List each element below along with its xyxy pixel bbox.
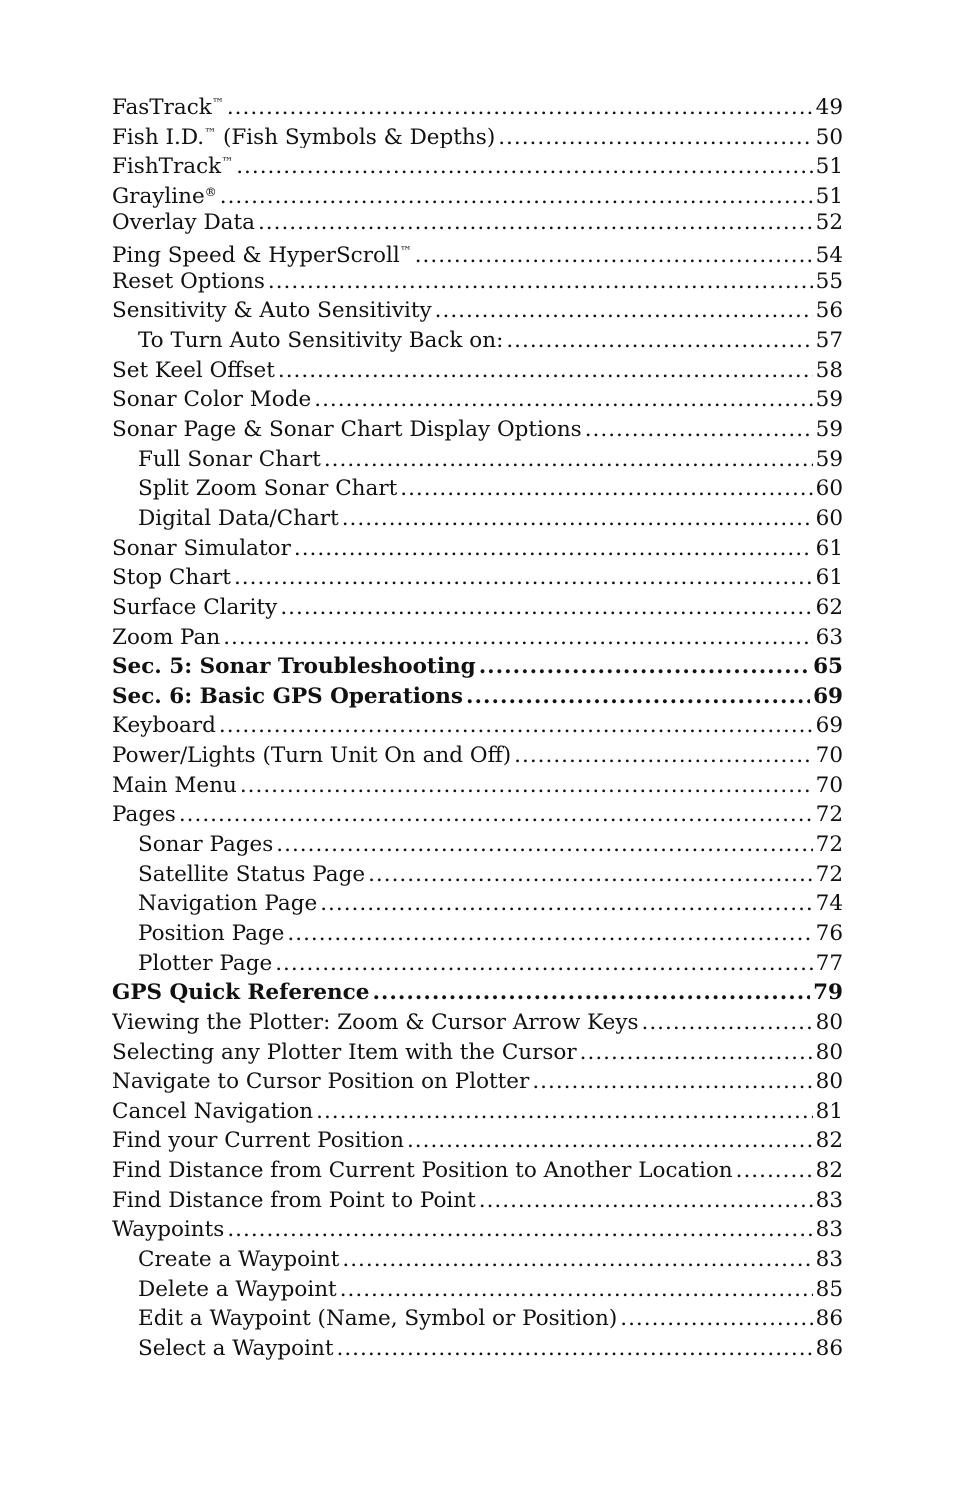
toc-entry-page-number: 51: [815, 154, 843, 178]
toc-entry[interactable]: [112, 1186, 843, 1216]
toc-entry-title: Create a Waypoint: [138, 1246, 340, 1272]
toc-entry-page-number: 65: [813, 654, 843, 680]
toc-entry-page-number: 83: [815, 1217, 843, 1243]
toc-entry-page-number: 70: [815, 743, 843, 769]
toc-entry[interactable]: [112, 711, 843, 741]
toc-dot-leader: [466, 682, 810, 712]
toc-entry-title: Edit a Waypoint (Name, Symbol or Position): [138, 1306, 618, 1332]
toc-entry[interactable]: [112, 445, 843, 475]
toc-entry-title: Full Sonar Chart: [138, 446, 321, 472]
toc-entry[interactable]: [112, 978, 843, 1008]
toc-entry-title: Waypoints: [112, 1217, 225, 1243]
toc-entry[interactable]: [112, 1156, 843, 1186]
toc-dot-leader: [275, 949, 812, 979]
toc-entry-title: Zoom Pan: [112, 624, 221, 650]
toc-entry-page-number: 55: [815, 268, 843, 294]
toc-entry-page-number: 86: [815, 1335, 843, 1361]
toc-entry-title: Sonar Page & Sonar Chart Display Options: [112, 417, 582, 443]
toc-dot-leader: [400, 474, 812, 504]
toc-dot-leader: [336, 1334, 812, 1364]
toc-dot-leader: [620, 1304, 812, 1334]
toc-entry-page-number: 83: [815, 1246, 843, 1272]
toc-entry-title: Cancel Navigation: [112, 1098, 314, 1124]
toc-dot-leader: [236, 152, 812, 178]
toc-entry-page-number: 80: [815, 1039, 843, 1065]
toc-entry-page-number: 62: [815, 594, 843, 620]
toc-entry[interactable]: [112, 208, 843, 238]
toc-entry-title: Sensitivity & Auto Sensitivity: [112, 298, 432, 324]
toc-entry[interactable]: [112, 830, 843, 860]
toc-entry-page-number: 49: [815, 95, 843, 119]
toc-entry-title: Pages: [112, 802, 176, 828]
toc-entry-title: Plotter Page: [138, 950, 273, 976]
toc-entry[interactable]: [112, 1275, 843, 1305]
toc-entry[interactable]: [112, 623, 843, 653]
toc-entry[interactable]: [112, 148, 843, 178]
toc-entry-title: FasTrack™: [112, 95, 224, 119]
toc-entry[interactable]: [112, 860, 843, 890]
table-of-contents: [112, 89, 843, 1364]
toc-entry[interactable]: [112, 178, 843, 208]
toc-dot-leader: [240, 771, 813, 801]
toc-entry-title: Selecting any Plotter Item with the Cursor: [112, 1039, 577, 1065]
toc-entry-page-number: 61: [815, 565, 843, 591]
toc-entry-title: Surface Clarity: [112, 594, 278, 620]
toc-entry-title: Sec. 5: Sonar Troubleshooting: [112, 654, 476, 680]
toc-entry[interactable]: [112, 237, 843, 267]
toc-entry-title: Overlay Data: [112, 209, 255, 235]
toc-dot-leader: [479, 1186, 813, 1216]
toc-entry[interactable]: [112, 919, 843, 949]
toc-entry[interactable]: [112, 1067, 843, 1097]
toc-entry[interactable]: [112, 1126, 843, 1156]
toc-entry[interactable]: [112, 1245, 843, 1275]
toc-entry-page-number: 72: [815, 832, 843, 858]
toc-entry[interactable]: [112, 1008, 843, 1038]
toc-entry-title: Sonar Pages: [138, 832, 274, 858]
toc-entry[interactable]: [112, 474, 843, 504]
toc-entry-title: Main Menu: [112, 772, 237, 798]
toc-dot-leader: [320, 889, 812, 919]
toc-entry[interactable]: [112, 385, 843, 415]
toc-entry-title: GPS Quick Reference: [112, 980, 370, 1006]
toc-dot-leader: [498, 123, 812, 149]
toc-entry-title: Navigation Page: [138, 891, 318, 917]
toc-dot-leader: [179, 800, 813, 830]
toc-entry-page-number: 83: [815, 1187, 843, 1213]
toc-entry-page-number: 72: [815, 802, 843, 828]
toc-dot-leader: [736, 1156, 813, 1186]
toc-dot-leader: [276, 830, 812, 860]
toc-entry-page-number: 57: [815, 328, 843, 354]
toc-entry-page-number: 59: [815, 446, 843, 472]
toc-dot-leader: [340, 1275, 813, 1305]
toc-entry[interactable]: [112, 949, 843, 979]
toc-entry-title: Stop Chart: [112, 565, 231, 591]
toc-entry[interactable]: [112, 504, 843, 534]
toc-entry-title: Ping Speed & HyperScroll™: [112, 243, 412, 267]
toc-entry[interactable]: [112, 741, 843, 771]
toc-entry-page-number: 59: [815, 387, 843, 413]
toc-entry-page-number: 72: [815, 861, 843, 887]
toc-entry-page-number: 85: [815, 1276, 843, 1302]
toc-dot-leader: [314, 385, 812, 415]
toc-entry[interactable]: [112, 415, 843, 445]
toc-entry-title: Find Distance from Current Position to Another Location: [112, 1158, 733, 1184]
toc-entry-title: Position Page: [138, 920, 285, 946]
toc-entry[interactable]: [112, 1215, 843, 1245]
toc-dot-leader: [580, 1038, 813, 1068]
toc-entry-page-number: 82: [815, 1158, 843, 1184]
toc-entry-page-number: 69: [815, 713, 843, 739]
toc-dot-leader: [227, 93, 813, 119]
toc-entry[interactable]: [112, 119, 843, 149]
toc-entry-page-number: 52: [815, 209, 843, 235]
toc-dot-leader: [407, 1126, 813, 1156]
toc-dot-leader: [585, 415, 813, 445]
toc-entry-title: Reset Options: [112, 268, 265, 294]
toc-entry-title: Navigate to Cursor Position on Plotter: [112, 1069, 530, 1095]
toc-entry-page-number: 70: [815, 772, 843, 798]
toc-entry-page-number: 79: [813, 980, 843, 1006]
toc-entry[interactable]: [112, 800, 843, 830]
toc-entry-title: Viewing the Plotter: Zoom & Cursor Arrow Keys: [112, 1009, 639, 1035]
toc-entry-page-number: 86: [815, 1306, 843, 1332]
toc-dot-leader: [506, 326, 812, 356]
toc-entry[interactable]: [112, 1097, 843, 1127]
toc-dot-leader: [234, 563, 813, 593]
toc-dot-leader: [342, 504, 813, 534]
toc-entry[interactable]: [112, 1038, 843, 1068]
toc-entry-page-number: 63: [815, 624, 843, 650]
toc-entry[interactable]: [112, 534, 843, 564]
toc-entry-page-number: 59: [815, 417, 843, 443]
toc-entry-title: Delete a Waypoint: [138, 1276, 337, 1302]
toc-dot-leader: [219, 711, 813, 741]
toc-entry[interactable]: [112, 267, 843, 297]
toc-entry-title: Power/Lights (Turn Unit On and Off): [112, 743, 512, 769]
toc-dot-leader: [368, 860, 813, 890]
toc-dot-leader: [479, 652, 810, 682]
toc-entry-title: Digital Data/Chart: [138, 505, 339, 531]
toc-entry[interactable]: [112, 652, 843, 682]
toc-entry-page-number: 82: [815, 1128, 843, 1154]
toc-entry[interactable]: [112, 593, 843, 623]
toc-dot-leader: [435, 296, 813, 326]
toc-dot-leader: [287, 919, 812, 949]
toc-entry[interactable]: [112, 1304, 843, 1334]
toc-entry-title: Keyboard: [112, 713, 216, 739]
toc-dot-leader: [220, 182, 813, 208]
toc-entry[interactable]: [112, 1334, 843, 1364]
toc-entry-page-number: 51: [815, 183, 843, 208]
toc-entry-page-number: 69: [813, 683, 843, 709]
toc-dot-leader: [280, 593, 812, 623]
toc-entry-page-number: 56: [815, 298, 843, 324]
toc-entry[interactable]: [112, 682, 843, 712]
toc-entry-title: FishTrack™: [112, 154, 234, 178]
toc-entry-page-number: 50: [815, 124, 843, 149]
toc-entry-page-number: 81: [815, 1098, 843, 1124]
toc-entry[interactable]: [112, 563, 843, 593]
toc-dot-leader: [342, 1245, 812, 1275]
toc-entry[interactable]: [112, 326, 843, 356]
toc-entry-title: To Turn Auto Sensitivity Back on:: [138, 328, 504, 354]
toc-entry[interactable]: [112, 296, 843, 326]
toc-entry-title: Set Keel Offset: [112, 357, 275, 383]
toc-dot-leader: [532, 1067, 812, 1097]
toc-entry-title: Sonar Color Mode: [112, 387, 312, 413]
toc-dot-leader: [258, 208, 813, 238]
toc-entry-title: Fish I.D.™ (Fish Symbols & Depths): [112, 124, 496, 149]
toc-entry-page-number: 54: [815, 243, 843, 267]
toc-dot-leader: [415, 241, 813, 267]
toc-dot-leader: [372, 978, 810, 1008]
toc-entry-page-number: 60: [815, 505, 843, 531]
toc-dot-leader: [324, 445, 813, 475]
toc-entry-title: Sonar Simulator: [112, 535, 291, 561]
toc-dot-leader: [268, 267, 813, 297]
toc-entry-title: Select a Waypoint: [138, 1335, 334, 1361]
toc-entry-page-number: 80: [815, 1009, 843, 1035]
toc-entry-page-number: 74: [815, 891, 843, 917]
toc-entry-page-number: 77: [815, 950, 843, 976]
toc-dot-leader: [294, 534, 813, 564]
toc-entry-title: Split Zoom Sonar Chart: [138, 476, 398, 502]
toc-entry[interactable]: [112, 356, 843, 386]
toc-dot-leader: [642, 1008, 813, 1038]
toc-entry-page-number: 60: [815, 476, 843, 502]
toc-entry-page-number: 76: [815, 920, 843, 946]
toc-dot-leader: [278, 356, 813, 386]
toc-entry[interactable]: [112, 889, 843, 919]
toc-entry[interactable]: [112, 771, 843, 801]
toc-dot-leader: [514, 741, 812, 771]
toc-entry-page-number: 80: [815, 1069, 843, 1095]
toc-entry-page-number: 58: [815, 357, 843, 383]
toc-entry-title: Sec. 6: Basic GPS Operations: [112, 683, 464, 709]
toc-entry-page-number: 61: [815, 535, 843, 561]
toc-entry-title: Find Distance from Point to Point: [112, 1187, 476, 1213]
toc-entry-title: Satellite Status Page: [138, 861, 366, 887]
toc-entry-title: Find your Current Position: [112, 1128, 404, 1154]
toc-entry-title: Grayline®: [112, 183, 217, 208]
toc-dot-leader: [316, 1097, 813, 1127]
toc-dot-leader: [227, 1215, 812, 1245]
toc-entry[interactable]: [112, 89, 843, 119]
toc-dot-leader: [223, 623, 812, 653]
